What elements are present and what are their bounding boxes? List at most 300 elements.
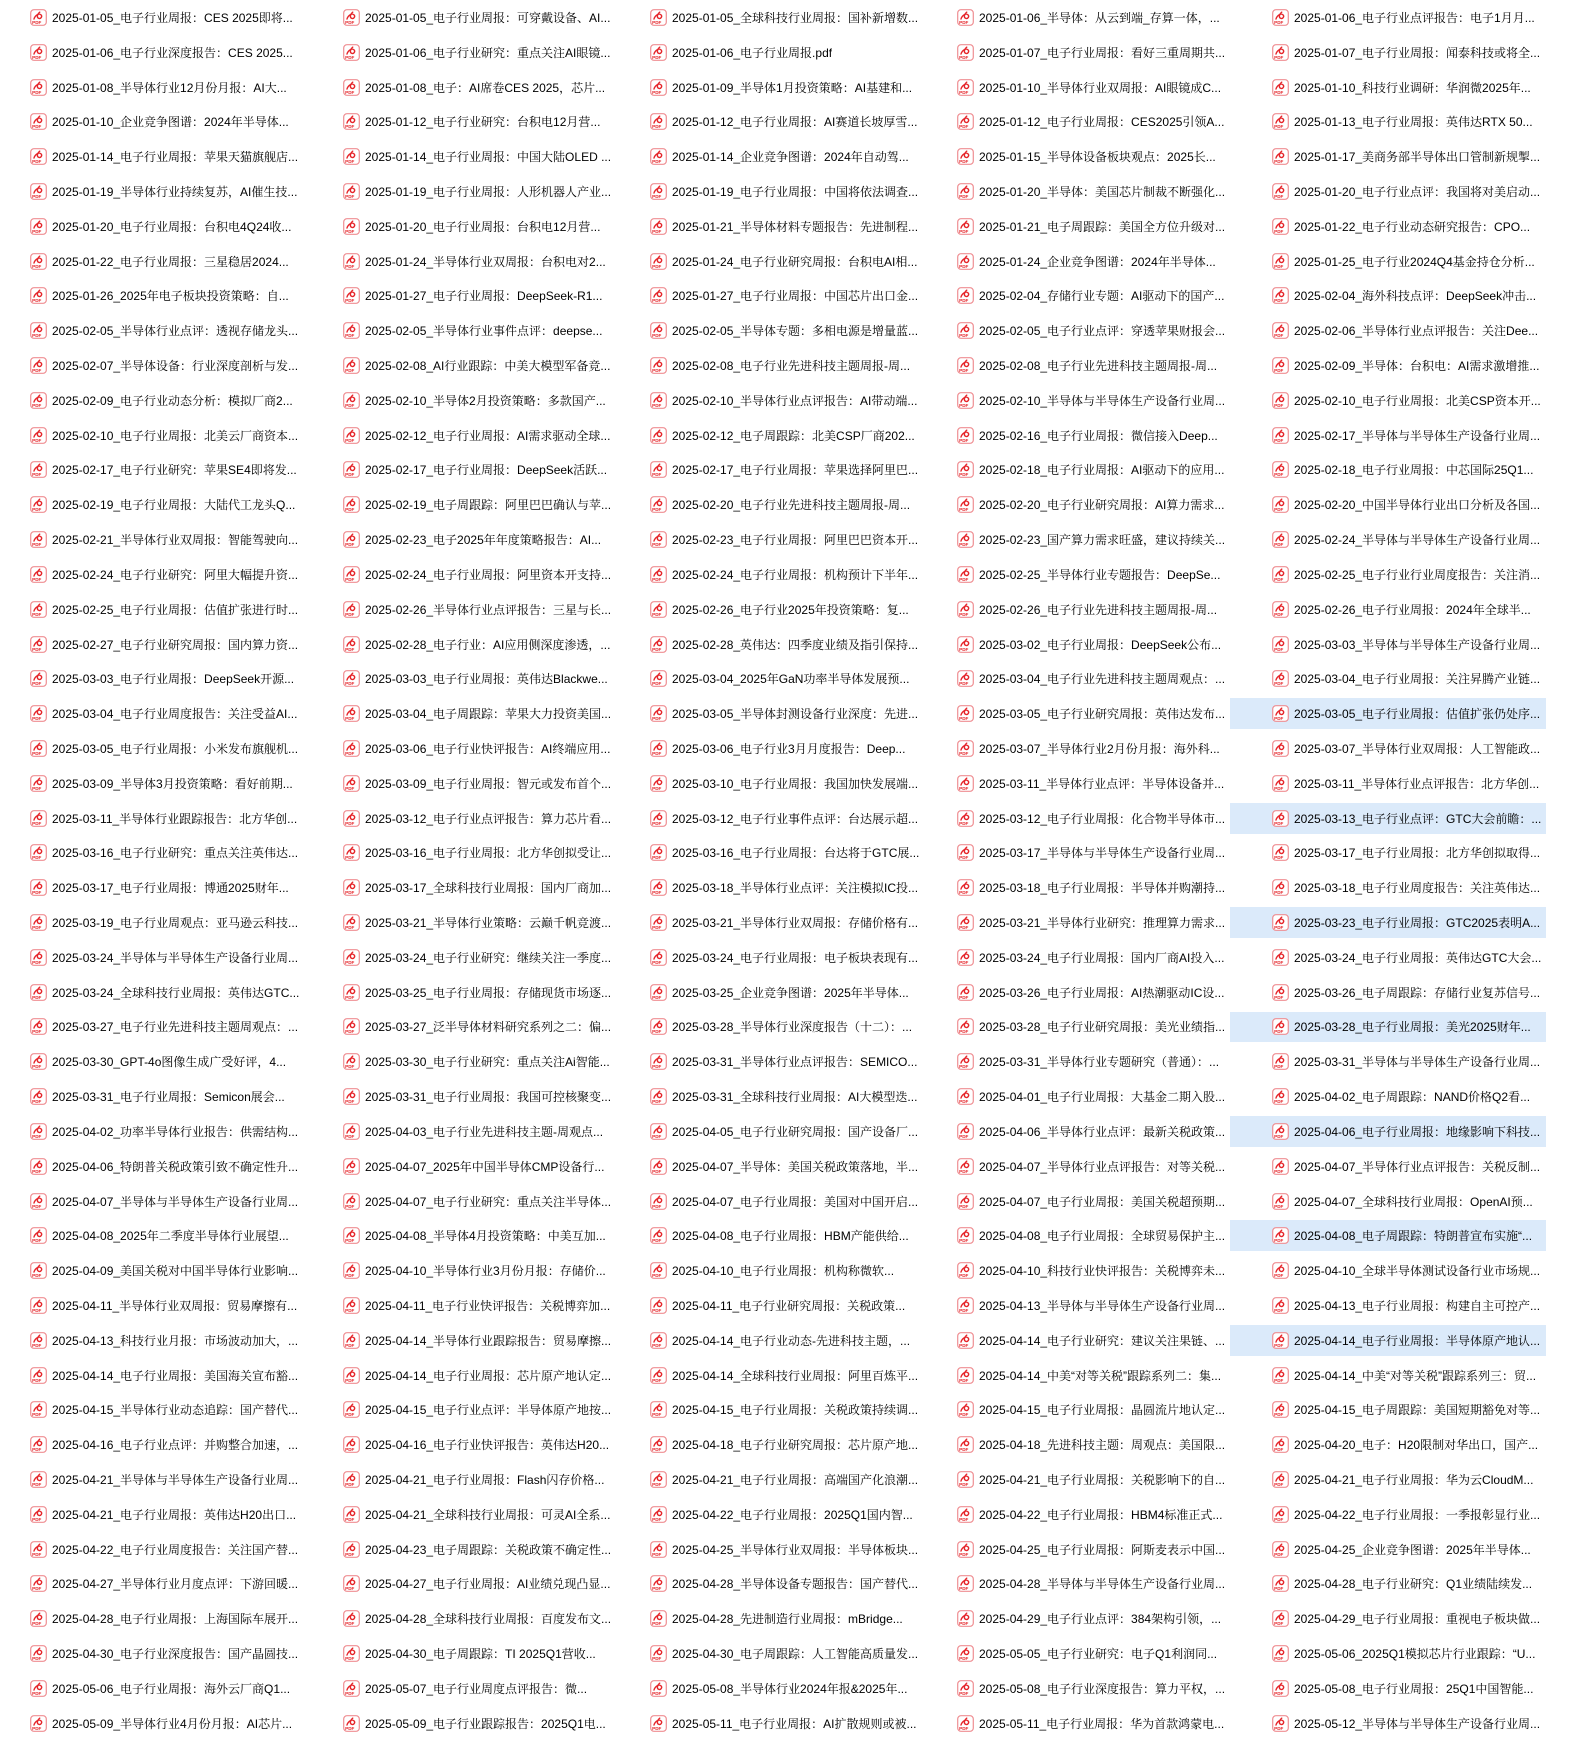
pdf-file-icon	[957, 218, 974, 235]
file-item[interactable]	[1230, 1567, 1546, 1602]
file-item[interactable]	[1230, 1462, 1546, 1497]
file-item[interactable]	[915, 104, 1231, 139]
file-item[interactable]	[915, 557, 1231, 592]
svg-text:PDF: PDF	[652, 751, 662, 757]
file-item[interactable]	[608, 1636, 924, 1671]
file-item[interactable]	[1230, 522, 1546, 557]
file-item[interactable]	[1230, 1671, 1546, 1706]
file-item[interactable]	[1230, 1114, 1546, 1149]
file-name: 2025-02-20_电子行业研究周报：AI算力需求...	[979, 498, 1225, 513]
file-item[interactable]	[0, 766, 304, 801]
pdf-file-icon	[1272, 566, 1289, 583]
file-item[interactable]	[915, 418, 1231, 453]
svg-text:PDF: PDF	[32, 960, 42, 966]
file-item[interactable]	[1230, 279, 1546, 314]
file-item[interactable]	[915, 731, 1231, 766]
file-item[interactable]	[1230, 836, 1546, 871]
file-item[interactable]	[915, 1149, 1231, 1184]
file-name: 2025-05-05_电子行业研究：电子Q1利润同...	[979, 1647, 1218, 1662]
file-item[interactable]	[301, 1149, 617, 1184]
file-item[interactable]	[608, 1462, 924, 1497]
file-item[interactable]	[0, 453, 304, 488]
file-item[interactable]	[608, 418, 924, 453]
file-item[interactable]	[608, 1044, 924, 1079]
file-item[interactable]	[608, 0, 924, 35]
file-item[interactable]	[0, 1010, 304, 1045]
svg-text:PDF: PDF	[959, 1517, 969, 1523]
file-item[interactable]	[1230, 1393, 1546, 1428]
file-item[interactable]	[608, 1114, 924, 1149]
file-item[interactable]	[0, 313, 304, 348]
file-item[interactable]	[0, 1114, 304, 1149]
file-item[interactable]	[1230, 1288, 1546, 1323]
file-name: 2025-01-20_半导体：美国芯片制裁不断强化...	[979, 184, 1226, 199]
file-item[interactable]	[1230, 487, 1546, 522]
file-item[interactable]	[608, 383, 924, 418]
file-item[interactable]	[608, 975, 924, 1010]
file-item[interactable]	[301, 1462, 617, 1497]
file-item[interactable]	[301, 1253, 617, 1288]
file-item[interactable]	[0, 661, 304, 696]
file-item[interactable]	[915, 1218, 1231, 1253]
file-name: 2025-01-06_电子行业研究：重点关注AI眼镜...	[365, 45, 611, 60]
file-item[interactable]	[608, 139, 924, 174]
file-item[interactable]	[915, 1010, 1231, 1045]
file-item[interactable]	[1230, 453, 1546, 488]
file-item[interactable]	[608, 1358, 924, 1393]
file-name: 2025-01-27_电子行业周报：中国芯片出口金...	[672, 289, 919, 304]
pdf-file-icon	[1272, 1262, 1289, 1279]
file-item[interactable]	[301, 1427, 617, 1462]
file-item[interactable]	[0, 1427, 304, 1462]
file-item[interactable]	[608, 627, 924, 662]
file-item[interactable]	[1230, 1044, 1546, 1079]
file-item[interactable]	[915, 0, 1231, 35]
file-item[interactable]	[301, 1532, 617, 1567]
file-item[interactable]	[608, 1497, 924, 1532]
file-item[interactable]	[915, 975, 1231, 1010]
file-item[interactable]	[608, 1010, 924, 1045]
file-item[interactable]	[0, 1288, 304, 1323]
file-item[interactable]	[915, 870, 1231, 905]
file-item[interactable]	[301, 0, 617, 35]
file-item[interactable]	[1230, 1149, 1546, 1184]
file-item[interactable]	[1230, 1427, 1546, 1462]
file-item[interactable]	[301, 1671, 617, 1706]
file-item[interactable]	[1230, 313, 1546, 348]
file-item[interactable]	[0, 1567, 304, 1602]
file-item[interactable]	[0, 279, 304, 314]
file-item[interactable]	[915, 383, 1231, 418]
file-item[interactable]	[915, 1044, 1231, 1079]
file-item[interactable]	[301, 766, 617, 801]
file-item[interactable]	[0, 522, 304, 557]
file-item[interactable]	[301, 557, 617, 592]
file-item[interactable]	[608, 940, 924, 975]
file-item[interactable]	[608, 905, 924, 940]
file-item[interactable]	[301, 1567, 617, 1602]
file-item[interactable]	[1230, 1323, 1546, 1358]
file-item[interactable]	[301, 383, 617, 418]
file-item[interactable]	[1230, 905, 1546, 940]
file-item[interactable]	[301, 1323, 617, 1358]
file-item[interactable]	[0, 104, 304, 139]
file-item[interactable]	[1230, 1601, 1546, 1636]
file-item[interactable]	[0, 1497, 304, 1532]
file-item[interactable]	[608, 766, 924, 801]
file-item[interactable]	[0, 1706, 304, 1741]
file-item[interactable]	[0, 592, 304, 627]
pdf-file-icon	[30, 1575, 47, 1592]
file-item[interactable]	[915, 1184, 1231, 1219]
file-item[interactable]	[608, 1532, 924, 1567]
file-item[interactable]	[0, 1393, 304, 1428]
file-item[interactable]	[608, 209, 924, 244]
file-item[interactable]	[608, 104, 924, 139]
file-item[interactable]	[301, 801, 617, 836]
file-item[interactable]	[0, 1358, 304, 1393]
file-item[interactable]	[301, 905, 617, 940]
pdf-file-icon	[650, 775, 667, 792]
file-item[interactable]	[915, 1393, 1231, 1428]
file-item[interactable]	[301, 1114, 617, 1149]
file-item[interactable]	[301, 731, 617, 766]
file-item[interactable]	[301, 1358, 617, 1393]
file-item[interactable]	[1230, 1253, 1546, 1288]
file-item[interactable]	[1230, 696, 1546, 731]
file-item[interactable]	[608, 70, 924, 105]
file-item[interactable]	[915, 1114, 1231, 1149]
file-item[interactable]	[0, 870, 304, 905]
file-item[interactable]	[1230, 1532, 1546, 1567]
file-item[interactable]	[301, 975, 617, 1010]
file-item[interactable]	[0, 1253, 304, 1288]
file-item[interactable]	[915, 1288, 1231, 1323]
file-item[interactable]	[301, 348, 617, 383]
file-name: 2025-04-28_先进制造行业周报：mBridge...	[672, 1612, 903, 1627]
file-item[interactable]	[1230, 139, 1546, 174]
file-item[interactable]	[301, 1636, 617, 1671]
file-item[interactable]	[0, 801, 304, 836]
file-item[interactable]	[1230, 1358, 1546, 1393]
file-item[interactable]	[915, 627, 1231, 662]
file-item[interactable]	[915, 522, 1231, 557]
file-item[interactable]	[915, 940, 1231, 975]
file-item[interactable]	[915, 453, 1231, 488]
file-item[interactable]	[915, 905, 1231, 940]
file-item[interactable]	[1230, 1706, 1546, 1741]
file-item[interactable]	[301, 1218, 617, 1253]
svg-text:PDF: PDF	[959, 577, 969, 583]
file-item[interactable]	[608, 661, 924, 696]
file-item[interactable]	[0, 1601, 304, 1636]
file-item[interactable]	[608, 35, 924, 70]
file-item[interactable]	[608, 1601, 924, 1636]
file-name: 2025-04-28_电子行业研究：Q1业绩陆续发...	[1294, 1577, 1533, 1592]
file-item[interactable]	[1230, 244, 1546, 279]
file-item[interactable]	[1230, 418, 1546, 453]
file-name: 2025-04-29_电子行业点评：384架构引领，...	[979, 1612, 1222, 1627]
file-item[interactable]	[608, 1288, 924, 1323]
file-item[interactable]	[915, 592, 1231, 627]
file-item[interactable]	[301, 836, 617, 871]
file-item[interactable]	[915, 1671, 1231, 1706]
file-item[interactable]	[608, 1079, 924, 1114]
file-item[interactable]	[0, 1462, 304, 1497]
file-item[interactable]	[608, 1149, 924, 1184]
file-item[interactable]	[915, 313, 1231, 348]
file-item[interactable]	[608, 1427, 924, 1462]
file-item[interactable]	[301, 313, 617, 348]
file-item[interactable]	[1230, 174, 1546, 209]
file-item[interactable]	[1230, 70, 1546, 105]
file-item[interactable]	[608, 801, 924, 836]
file-item[interactable]	[0, 1671, 304, 1706]
file-item[interactable]	[301, 627, 617, 662]
pdf-file-icon	[343, 1018, 360, 1035]
file-item[interactable]	[1230, 0, 1546, 35]
pdf-file-icon	[957, 1715, 974, 1732]
pdf-file-icon	[650, 253, 667, 270]
file-item[interactable]	[1230, 661, 1546, 696]
file-item[interactable]	[608, 1671, 924, 1706]
file-item[interactable]	[301, 104, 617, 139]
file-item[interactable]	[301, 1706, 617, 1741]
file-item[interactable]	[301, 70, 617, 105]
file-item[interactable]	[608, 522, 924, 557]
file-item[interactable]	[608, 557, 924, 592]
file-item[interactable]	[301, 453, 617, 488]
file-item[interactable]	[0, 139, 304, 174]
svg-text:PDF: PDF	[652, 1064, 662, 1070]
file-item[interactable]	[608, 1567, 924, 1602]
file-item[interactable]	[915, 801, 1231, 836]
file-item[interactable]	[1230, 104, 1546, 139]
file-item[interactable]	[1230, 592, 1546, 627]
file-item[interactable]	[915, 661, 1231, 696]
file-item[interactable]	[608, 1706, 924, 1741]
svg-text:PDF: PDF	[1274, 1308, 1284, 1314]
file-item[interactable]	[1230, 383, 1546, 418]
file-item[interactable]	[1230, 1079, 1546, 1114]
file-item[interactable]	[1230, 731, 1546, 766]
file-item[interactable]	[915, 174, 1231, 209]
file-name: 2025-02-04_海外科技点评：DeepSeek冲击...	[1294, 289, 1537, 304]
file-item[interactable]	[301, 522, 617, 557]
file-item[interactable]	[301, 1079, 617, 1114]
pdf-file-icon	[1272, 670, 1289, 687]
file-item[interactable]	[608, 174, 924, 209]
file-item[interactable]	[1230, 1218, 1546, 1253]
file-item[interactable]	[0, 1636, 304, 1671]
file-item[interactable]	[1230, 975, 1546, 1010]
file-item[interactable]	[301, 139, 617, 174]
file-item[interactable]	[608, 1184, 924, 1219]
file-item[interactable]	[0, 696, 304, 731]
file-item[interactable]	[0, 1532, 304, 1567]
file-item[interactable]	[1230, 209, 1546, 244]
file-item[interactable]	[0, 1218, 304, 1253]
file-item[interactable]	[915, 1636, 1231, 1671]
file-item[interactable]	[0, 1044, 304, 1079]
svg-text:PDF: PDF	[345, 925, 355, 931]
file-item[interactable]	[915, 70, 1231, 105]
file-item[interactable]	[608, 487, 924, 522]
file-item[interactable]	[0, 244, 304, 279]
svg-text:PDF: PDF	[959, 1482, 969, 1488]
file-item[interactable]	[1230, 627, 1546, 662]
file-name: 2025-04-25_半导体行业双周报：半导体板块...	[672, 1542, 919, 1557]
file-item[interactable]	[301, 279, 617, 314]
file-item[interactable]	[915, 1532, 1231, 1567]
file-item[interactable]	[915, 1323, 1231, 1358]
file-item[interactable]	[0, 836, 304, 871]
file-item[interactable]	[301, 592, 617, 627]
file-item[interactable]	[0, 70, 304, 105]
file-item[interactable]	[915, 1601, 1231, 1636]
file-item[interactable]	[915, 139, 1231, 174]
file-item[interactable]	[915, 1567, 1231, 1602]
pdf-file-icon	[650, 9, 667, 26]
file-item[interactable]	[0, 35, 304, 70]
file-item[interactable]	[301, 244, 617, 279]
file-item[interactable]	[608, 244, 924, 279]
file-item[interactable]	[301, 940, 617, 975]
file-item[interactable]	[915, 244, 1231, 279]
file-item[interactable]	[1230, 766, 1546, 801]
file-item[interactable]	[301, 209, 617, 244]
file-item[interactable]	[1230, 1010, 1546, 1045]
file-item[interactable]	[301, 174, 617, 209]
svg-text:PDF: PDF	[1274, 229, 1284, 235]
file-item[interactable]	[1230, 940, 1546, 975]
file-item[interactable]	[0, 487, 304, 522]
file-item[interactable]	[915, 696, 1231, 731]
file-item[interactable]	[301, 35, 617, 70]
file-item[interactable]	[1230, 557, 1546, 592]
svg-text:PDF: PDF	[345, 1412, 355, 1418]
file-item[interactable]	[301, 487, 617, 522]
file-item[interactable]	[608, 1218, 924, 1253]
pdf-file-icon	[343, 1680, 360, 1697]
file-item[interactable]	[0, 0, 304, 35]
file-item[interactable]	[608, 592, 924, 627]
file-item[interactable]	[301, 696, 617, 731]
file-item[interactable]	[915, 348, 1231, 383]
svg-text:PDF: PDF	[959, 54, 969, 60]
file-item[interactable]	[1230, 1497, 1546, 1532]
pdf-file-icon	[30, 1715, 47, 1732]
file-item[interactable]	[608, 313, 924, 348]
file-item[interactable]	[1230, 870, 1546, 905]
svg-text:PDF: PDF	[652, 1099, 662, 1105]
file-item[interactable]	[0, 557, 304, 592]
file-item[interactable]	[608, 348, 924, 383]
file-item[interactable]	[608, 1323, 924, 1358]
file-item[interactable]	[0, 1184, 304, 1219]
file-name: 2025-01-12_电子行业周报：AI赛道长坡厚雪...	[672, 115, 918, 130]
file-item[interactable]	[608, 836, 924, 871]
file-item[interactable]	[608, 696, 924, 731]
file-item[interactable]	[0, 940, 304, 975]
file-item[interactable]	[301, 870, 617, 905]
file-item[interactable]	[608, 1393, 924, 1428]
file-item[interactable]	[301, 1601, 617, 1636]
file-item[interactable]	[301, 661, 617, 696]
pdf-file-icon	[343, 1297, 360, 1314]
svg-text:PDF: PDF	[345, 1691, 355, 1697]
file-item[interactable]	[0, 1149, 304, 1184]
file-item[interactable]	[301, 1010, 617, 1045]
file-item[interactable]	[301, 1044, 617, 1079]
file-item[interactable]	[301, 1393, 617, 1428]
pdf-file-icon	[343, 1645, 360, 1662]
file-item[interactable]	[915, 1497, 1231, 1532]
file-item[interactable]	[915, 1462, 1231, 1497]
file-item[interactable]	[0, 1079, 304, 1114]
file-item[interactable]	[0, 731, 304, 766]
file-item[interactable]	[0, 209, 304, 244]
file-item[interactable]	[1230, 1184, 1546, 1219]
file-item[interactable]	[915, 1358, 1231, 1393]
svg-text:PDF: PDF	[652, 855, 662, 861]
file-item[interactable]	[1230, 801, 1546, 836]
file-item[interactable]	[1230, 348, 1546, 383]
file-item[interactable]	[915, 1427, 1231, 1462]
file-item[interactable]	[301, 1184, 617, 1219]
file-item[interactable]	[1230, 1636, 1546, 1671]
pdf-file-icon	[957, 949, 974, 966]
file-item[interactable]	[915, 279, 1231, 314]
file-item[interactable]	[915, 1253, 1231, 1288]
file-item[interactable]	[915, 487, 1231, 522]
file-item[interactable]	[0, 1323, 304, 1358]
file-name: 2025-02-08_AI行业跟踪：中美大模型军备竞...	[365, 359, 611, 374]
file-item[interactable]	[915, 836, 1231, 871]
file-item[interactable]	[0, 905, 304, 940]
file-item[interactable]	[0, 174, 304, 209]
file-item[interactable]	[0, 975, 304, 1010]
file-item[interactable]	[0, 383, 304, 418]
pdf-file-icon	[30, 1297, 47, 1314]
file-item[interactable]	[608, 1253, 924, 1288]
file-name: 2025-02-28_电子行业：AI应用侧深度渗透，...	[365, 637, 611, 652]
file-item[interactable]	[0, 418, 304, 453]
file-item[interactable]	[301, 418, 617, 453]
file-item[interactable]	[608, 731, 924, 766]
file-item[interactable]	[1230, 35, 1546, 70]
pdf-file-icon	[957, 1262, 974, 1279]
file-item[interactable]	[301, 1288, 617, 1323]
file-item[interactable]	[301, 1497, 617, 1532]
file-name: 2025-04-11_半导体行业双周报：贸易摩擦有...	[52, 1298, 298, 1313]
file-name: 2025-03-06_电子行业3月月度报告：Deep...	[672, 741, 906, 756]
file-item[interactable]	[915, 209, 1231, 244]
file-item[interactable]	[915, 35, 1231, 70]
file-name: 2025-01-24_企业竞争图谱：2024年半导体...	[979, 254, 1216, 269]
file-item[interactable]	[915, 1706, 1231, 1741]
file-name: 2025-03-24_电子行业周报：国内厂商AI投入...	[979, 950, 1225, 965]
file-item[interactable]	[0, 348, 304, 383]
file-item[interactable]	[608, 453, 924, 488]
file-item[interactable]	[915, 1079, 1231, 1114]
file-name: 2025-04-27_电子行业周报：AI业绩兑现凸显...	[365, 1577, 611, 1592]
file-item[interactable]	[608, 870, 924, 905]
file-item[interactable]	[608, 279, 924, 314]
file-item[interactable]	[915, 766, 1231, 801]
file-item[interactable]	[0, 627, 304, 662]
svg-text:PDF: PDF	[652, 89, 662, 95]
